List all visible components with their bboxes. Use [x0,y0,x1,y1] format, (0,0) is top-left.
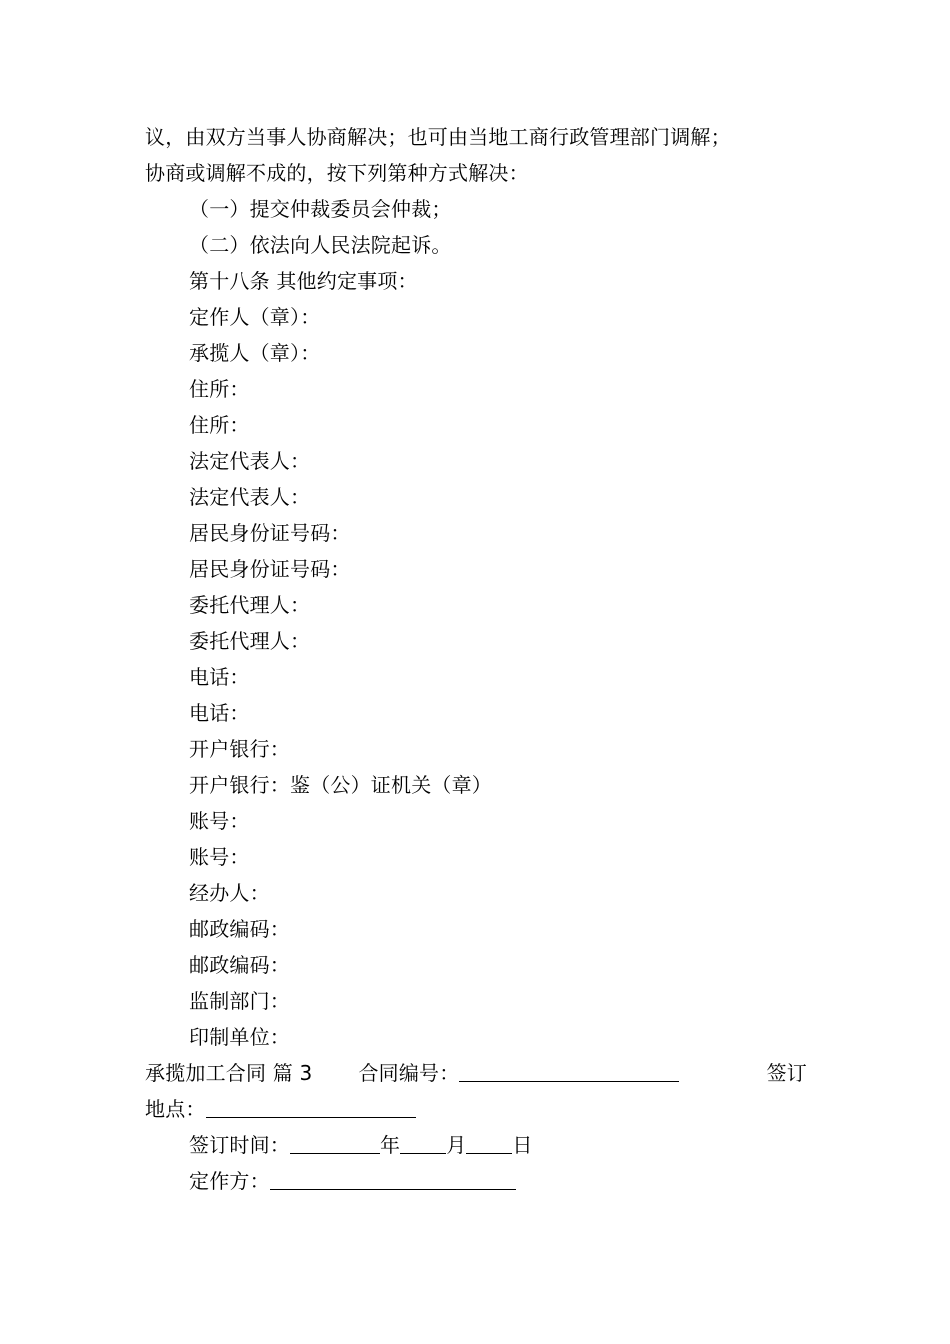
text-line: 委托代理人： [189,593,311,617]
text-line: 账号： [189,845,250,869]
text-line: （二）依法向人民法院起诉。 [189,233,452,257]
text-line: 协商或调解不成的，按下列第种方式解决： [145,161,529,185]
year-field[interactable] [290,1133,380,1154]
contract-number-field[interactable] [459,1061,679,1082]
text-line: 监制部门： [189,989,290,1013]
text-line: 住所： [189,377,250,401]
text-line: 经办人： [189,881,270,905]
text-line: 邮政编码： [189,917,290,941]
text-line: 法定代表人： [189,485,311,509]
text-line: 法定代表人： [189,449,311,473]
text-line: 委托代理人： [189,629,311,653]
article-heading: 第十八条 其他约定事项： [189,269,418,293]
text-line: 账号： [189,809,250,833]
day-field[interactable] [466,1133,512,1154]
contract3-header-line [145,1055,807,1091]
maker-label: 定作方： [189,1169,270,1193]
text-line: 居民身份证号码： [189,557,351,581]
contract-number-label: 合同编号： [358,1061,460,1085]
sign-label-part1: 签订 [766,1061,807,1085]
text-line: 承揽人（章）： [189,341,321,365]
text-line: 印制单位： [189,1025,290,1049]
year-label: 年 [380,1133,401,1157]
month-label: 月 [446,1133,467,1157]
sign-time-label: 签订时间： [189,1133,290,1157]
sign-place-field[interactable] [206,1097,416,1118]
sign-time-line [145,1127,807,1163]
contract3-title: 承揽加工合同 篇 3 [145,1061,313,1085]
text-line: 电话： [189,665,250,689]
maker-field[interactable] [270,1169,516,1190]
text-line: 开户银行：鉴（公）证机关（章） [189,773,492,797]
document-body [145,119,807,1199]
sign-place-line [145,1091,807,1127]
day-label: 日 [512,1133,533,1157]
month-field[interactable] [400,1133,446,1154]
text-line: 邮政编码： [189,953,290,977]
text-line: 议，由双方当事人协商解决；也可由当地工商行政管理部门调解； [145,125,731,149]
text-line: 开户银行： [189,737,290,761]
sign-place-label: 地点： [145,1097,206,1121]
text-line: 电话： [189,701,250,725]
text-line: 定作人（章）： [189,305,321,329]
text-line: （一）提交仲裁委员会仲裁； [189,197,452,221]
text-line: 住所： [189,413,250,437]
contract3-title-group [145,1055,679,1091]
text-line: 居民身份证号码： [189,521,351,545]
maker-line [145,1163,807,1199]
